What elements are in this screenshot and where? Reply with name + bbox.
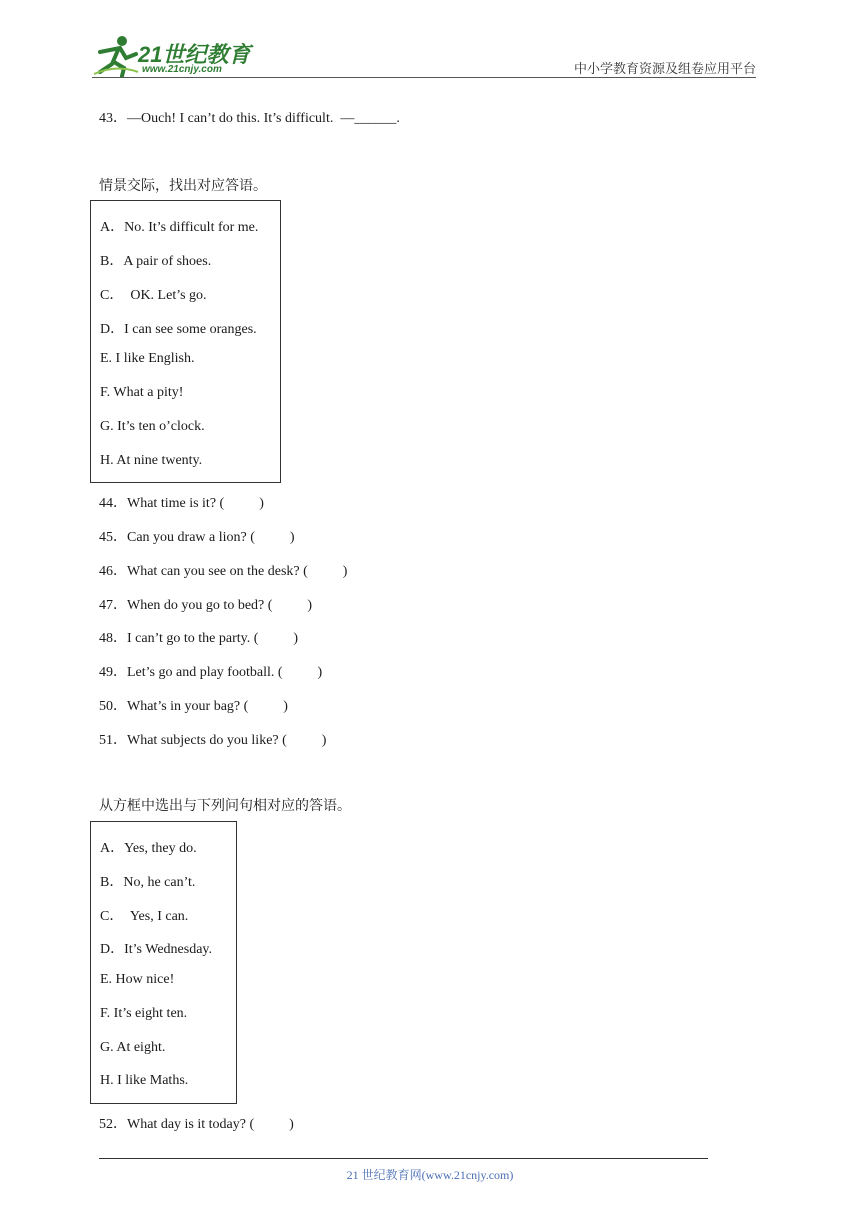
logo-text: 21世纪教育 xyxy=(138,42,251,67)
option-b: B．A pair of shoes. xyxy=(100,254,212,269)
question-47: 47．When do you go to bed? ( ) xyxy=(99,598,313,613)
section-2-title: 从方框中选出与下列问句相对应的答语。 xyxy=(99,798,351,814)
page-header xyxy=(92,30,756,78)
option-h: H. At nine twenty. xyxy=(100,453,203,468)
question-49: 49．Let’s go and play football. ( ) xyxy=(99,665,323,680)
option-c: C． Yes, I can. xyxy=(100,909,189,924)
option-d: D．It’s Wednesday. xyxy=(100,942,213,957)
option-f: F. What a pity! xyxy=(100,385,184,400)
option-e: E. I like English. xyxy=(100,351,195,366)
platform-title: 中小学教育资源及组卷应用平台 xyxy=(573,62,756,77)
option-g: G. At eight. xyxy=(100,1040,166,1055)
option-g: G. It’s ten o’clock. xyxy=(100,419,205,434)
footer-text: 21 世纪教育网(www.21cnjy.com) xyxy=(346,1168,514,1182)
question-45: 45．Can you draw a lion? ( ) xyxy=(99,530,295,545)
footer-divider xyxy=(99,1158,708,1159)
logo-url: www.21cnjy.com xyxy=(142,64,222,75)
question-46: 46．What can you see on the desk? ( ) xyxy=(99,564,348,579)
question-48: 48．I can’t go to the party. ( ) xyxy=(99,631,299,646)
option-e: E. How nice! xyxy=(100,972,175,987)
question-44: 44．What time is it? ( ) xyxy=(99,496,264,511)
option-c: C． OK. Let’s go. xyxy=(100,288,207,303)
header-divider xyxy=(92,77,756,78)
option-d: D．I can see some oranges. xyxy=(100,322,257,337)
option-f: F. It’s eight ten. xyxy=(100,1006,188,1021)
logo xyxy=(92,34,262,78)
question-52: 52．What day is it today? ( ) xyxy=(99,1117,294,1132)
runner-logo-icon xyxy=(92,34,140,78)
section-1-title: 情景交际，找出对应答语。 xyxy=(99,178,267,194)
option-a: A．Yes, they do. xyxy=(100,841,197,856)
option-box-1 xyxy=(90,200,281,483)
question-43: 43．—Ouch! I can’t do this. It’s difficult. —______. xyxy=(99,111,400,126)
option-h: H. I like Maths. xyxy=(100,1073,189,1088)
question-51: 51．What subjects do you like? ( ) xyxy=(99,733,327,748)
option-a: A．No. It’s difficult for me. xyxy=(100,220,259,235)
question-50: 50．What’s in your bag? ( ) xyxy=(99,699,288,714)
option-b: B．No, he can’t. xyxy=(100,875,196,890)
option-box-2 xyxy=(90,821,237,1104)
